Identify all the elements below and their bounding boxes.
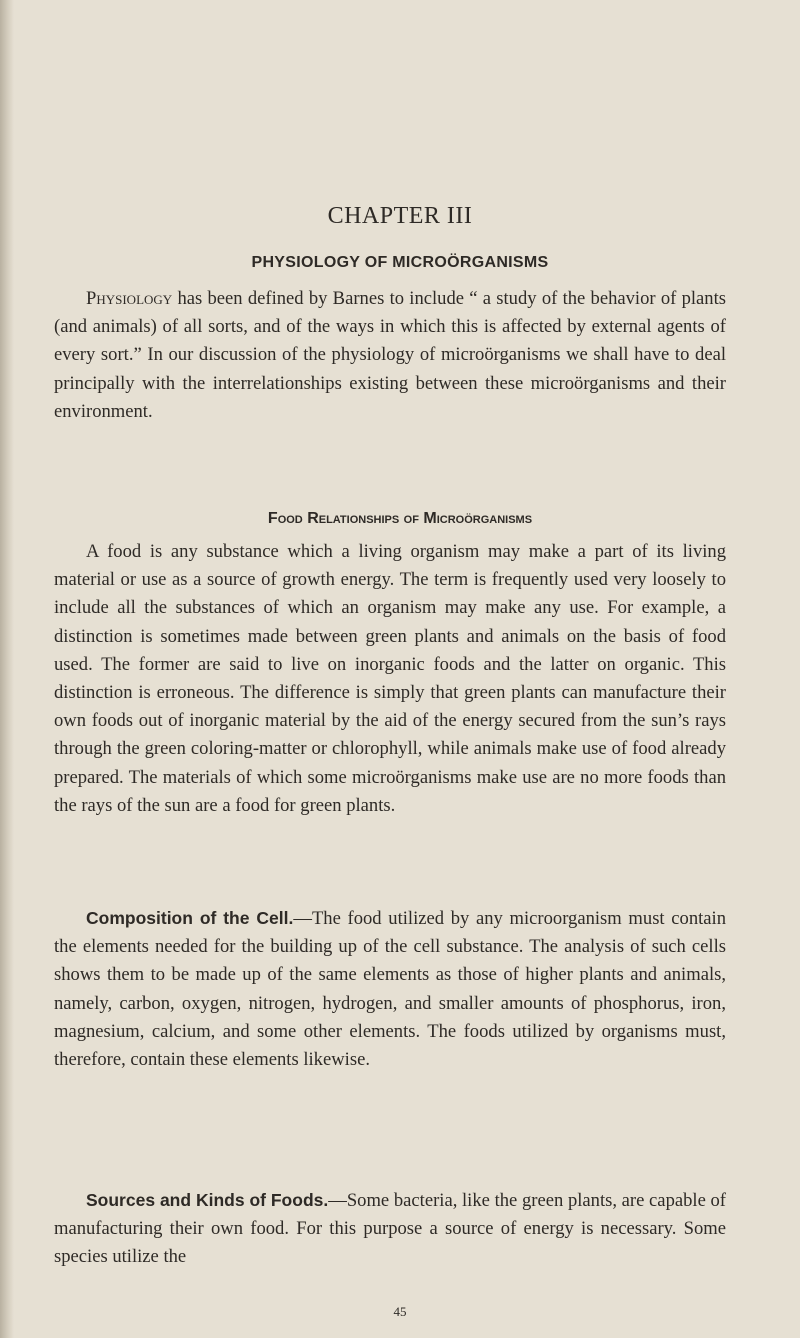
page-binding-shadow xyxy=(0,0,14,1338)
sources-text: —Some bacteria, like the green plants, are capable of manufacturing their own food. For this purpose a source of energy is necessary. Some species utilize the xyxy=(54,1190,726,1268)
page-number: 45 xyxy=(393,1304,407,1319)
intro-text: has been defined by Barnes to include “ a study of the behavior of plants (and animals) of all sorts, and of the ways in which this is affected by external agents of every sort.” In our discussion of the physiology of microörganisms we shall have to deal principally with the interrelationships existing between these microörganisms and their environment. xyxy=(54,288,727,422)
chapter-label: CHAPTER III xyxy=(327,203,473,229)
chapter-title: PHYSIOLOGY OF MICROÖRGANISMS xyxy=(251,254,549,271)
composition-text: —The food utilized by any microorganism must contain the elements needed for the building up of the cell substance. The analysis of such cells shows them to be made up of the same elements as those of higher plants and animals, namely, carbon, oxygen, nitrogen, hydrogen, and smaller amounts of phosphorus, iron, magnesium, calcium, and some other elements. The foods utilized by organisms must, therefore, contain these elements likewise. xyxy=(54,908,727,1071)
intro-paragraph xyxy=(54,285,726,426)
section-heading: Food Relationships of Microörganisms xyxy=(267,510,533,527)
intro-lead-word: Physiology xyxy=(86,288,173,309)
food-text: A food is any substance which a living organism may make a part of its living material or use as a source of growth energy. The term is frequently used very loosely to include all the substances of which an organism may make any use. For example, a distinction is sometimes made between green plants and animals on the basis of food used. The former are said to live on inorganic foods and the latter on organic. This distinction is erroneous. The difference is simply that green plants can manufacture their own foods out of inorganic material by the aid of the energy secured from the sun’s rays through the green coloring-matter or chlorophyll, while animals make use of food already prepared. The materials of which some microörganisms make use are no more foods than the rays of the sun are a food for green plants. xyxy=(54,541,726,816)
sources-paragraph xyxy=(54,1186,726,1272)
composition-runin-heading: Composition of the Cell. xyxy=(86,908,294,928)
food-paragraph xyxy=(54,538,726,820)
composition-paragraph xyxy=(54,904,726,1074)
sources-runin-heading: Sources and Kinds of Foods. xyxy=(86,1190,329,1210)
